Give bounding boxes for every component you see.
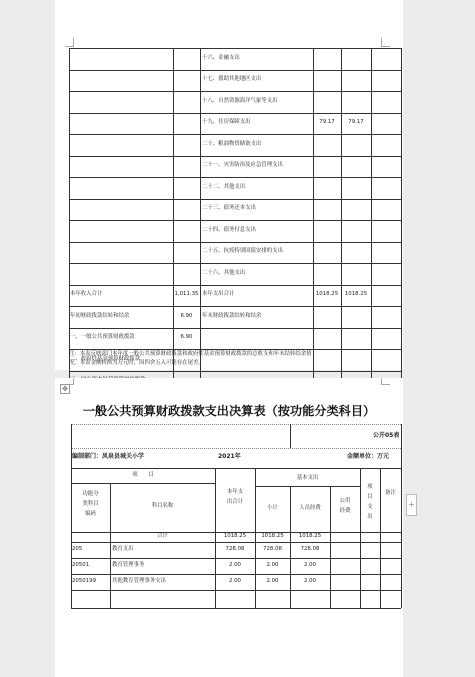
grid-line	[71, 424, 72, 468]
form-code: 公开05表	[373, 432, 400, 439]
grid-line	[341, 48, 342, 414]
header-basic: 基本支出	[296, 475, 319, 481]
crop-mark	[65, 38, 74, 47]
grid-line	[69, 177, 401, 178]
grid-line	[71, 542, 401, 543]
grid-line	[401, 48, 402, 414]
grid-line	[110, 483, 111, 608]
cell-value: 79.17	[348, 119, 364, 126]
grid-line	[69, 48, 401, 49]
grid-line	[71, 574, 401, 575]
header-public: 公用	[339, 498, 351, 504]
row-code: 2050199	[72, 578, 97, 584]
crop-mark	[381, 38, 390, 47]
grid-line	[69, 285, 401, 286]
row-label: 十六、金融支出	[202, 54, 240, 61]
row-total: 2.00	[228, 578, 241, 584]
summary-value: 6.90	[180, 334, 193, 341]
note-line-1: 注：本表反映部门本年度一般公共预算财政拨款和政府性基金预算财政拨款的总收支和年末结转结余情	[69, 351, 312, 357]
header-project-exp: 项	[367, 484, 373, 490]
grid-line	[71, 608, 401, 609]
grid-line	[71, 468, 72, 608]
grid-line	[71, 483, 215, 484]
row-code: 20501	[72, 562, 90, 568]
grid-line	[71, 448, 401, 449]
header-subtotal: 小计	[267, 505, 278, 511]
header-public: 经费	[339, 508, 351, 514]
grid-line	[69, 91, 401, 92]
header-subject: 科目名称	[151, 503, 174, 509]
document-page-2	[55, 378, 403, 677]
header-total: 本年支	[226, 489, 244, 495]
row-label: 二十四、债务付息支出	[202, 226, 256, 233]
row-subtotal: 2.00	[266, 578, 279, 584]
summary-label: 二、政府性基金预算财政拨款	[70, 355, 141, 362]
grid-line	[401, 424, 402, 468]
grid-line	[380, 468, 381, 608]
grid-line	[69, 113, 401, 114]
row-label: 二十一、灾害防治及应急管理支出	[202, 162, 283, 169]
header-project: 项 目	[132, 472, 154, 478]
year-label: 2021年	[218, 453, 241, 460]
summary-label: 一、一般公共预算财政拨款	[70, 334, 135, 341]
row-label: 二十三、债务还本支出	[202, 205, 256, 212]
row-personnel: 1018.25	[298, 533, 322, 539]
unit-label: 编制部门：凤泉县城关小学	[72, 453, 145, 460]
grid-line	[173, 48, 174, 414]
row-label: 二十、粮油物资储备支出	[202, 140, 262, 147]
row-label: 二十五、抗疫特别国债安排的支出	[202, 248, 283, 255]
summary-value: 1018.25	[315, 291, 339, 298]
row-label: 十九、住房保障支出	[202, 119, 251, 126]
table-move-handle-icon[interactable]: ✥	[60, 384, 70, 394]
row-total: 1018.25	[223, 533, 247, 539]
header-func-code: 编码	[85, 511, 96, 517]
header-remark: 备注	[385, 490, 396, 496]
row-subtotal: 2.00	[266, 562, 279, 568]
header-total: 出合计	[226, 499, 244, 505]
currency-label: 金额单位：万元	[347, 453, 390, 460]
row-personnel: 2.00	[303, 562, 316, 568]
document-page-1	[55, 0, 403, 370]
grid-line	[71, 558, 401, 559]
summary-value: 1,011.35	[174, 291, 199, 298]
grid-line	[69, 349, 401, 350]
row-label: 二十二、其他支出	[202, 183, 246, 190]
row-personnel: 2.00	[303, 578, 316, 584]
grid-line	[255, 486, 360, 487]
side-expand-tab[interactable]: +	[406, 494, 417, 516]
row-label: 十七、援助其他地区支出	[202, 76, 262, 83]
crop-mark	[381, 378, 390, 385]
grid-line	[71, 424, 401, 425]
header-project-exp: 目	[367, 494, 373, 500]
grid-line	[69, 242, 401, 243]
grid-line	[200, 48, 201, 414]
header-func-code: 类科目	[82, 501, 99, 507]
grid-line	[69, 199, 401, 200]
header-personnel: 人员经费	[299, 505, 321, 511]
summary-value: 1018.25	[344, 291, 368, 298]
row-personnel: 728.08	[300, 546, 320, 552]
grid-line	[401, 468, 402, 608]
grid-line	[69, 156, 401, 157]
summary-label: 本年收入合计	[70, 291, 103, 298]
row-total: 2.00	[228, 562, 241, 568]
summary-label: 年末财政拨款结转和结余	[202, 312, 262, 319]
grid-line	[69, 306, 401, 307]
summary-label: 年初财政拨款结转和结余	[70, 312, 130, 319]
row-label: 十八、自然资源海洋气象等支出	[202, 97, 278, 104]
grid-line	[69, 70, 401, 71]
row-name: 教育支出	[112, 546, 134, 552]
grid-line	[69, 371, 401, 372]
header-func-code: 功能分	[82, 491, 99, 497]
header-project-exp: 支	[367, 504, 373, 510]
row-subtotal: 728.08	[263, 546, 282, 552]
cell-value: 79.17	[319, 119, 335, 126]
grid-line	[69, 263, 401, 264]
grid-line	[69, 220, 401, 221]
grid-line	[371, 48, 372, 414]
grid-line	[69, 328, 401, 329]
page-title: 一般公共预算财政拨款支出决算表（按功能分类科目）	[82, 404, 376, 418]
grid-line	[71, 590, 401, 591]
grid-line	[290, 424, 291, 448]
row-name: 教育管理事务	[112, 562, 145, 568]
grid-line	[71, 468, 401, 469]
summary-value: 6.90	[180, 312, 193, 319]
note-line-2: 况。本表金额转换为万元时，因四舍五入可能存在尾差。	[69, 360, 204, 366]
row-name: 合计	[157, 533, 168, 539]
row-label: 二十六、其他支出	[202, 269, 246, 276]
grid-line	[313, 48, 314, 414]
header-project-exp: 出	[367, 514, 373, 520]
row-subtotal: 1018.25	[261, 533, 284, 539]
grid-line	[69, 134, 401, 135]
row-code: 205	[72, 546, 83, 552]
row-total: 728.08	[225, 546, 245, 552]
summary-label: 本年支出合计	[202, 291, 235, 298]
row-name: 其他教育管理事务支出	[112, 578, 166, 584]
